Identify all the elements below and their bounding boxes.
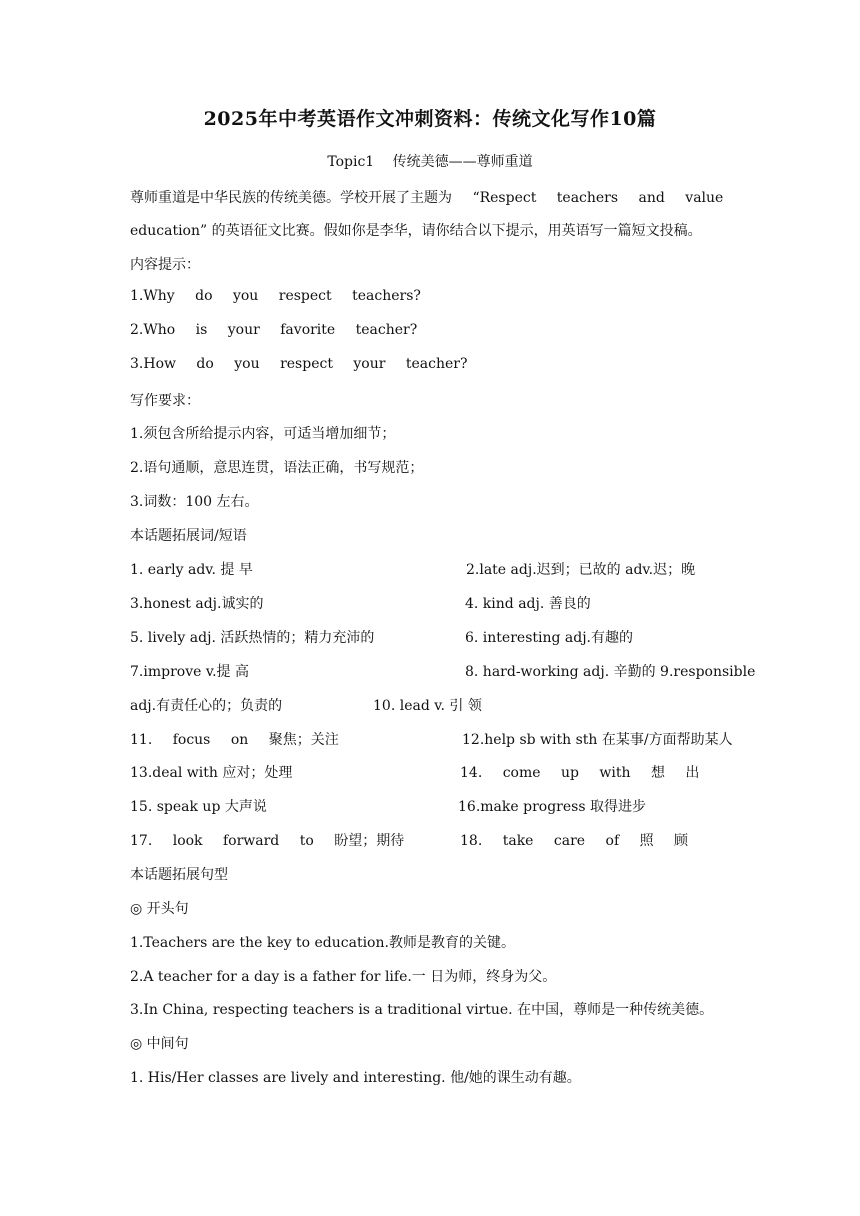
vocab-item: 2.late adj.迟到；已故的 adv.迟；晚	[466, 562, 696, 578]
vocab-item: 18. take care of 照 顾	[460, 833, 689, 849]
vocab-item: 10. lead v. 引 领	[373, 698, 482, 714]
vocab-item: 13.deal with 应对；处理	[130, 765, 293, 781]
opening-sentence: 1.Teachers are the key to education.教师是教育的关键。	[130, 935, 515, 951]
middle-heading: ◎ 中间句	[130, 1036, 189, 1052]
opening-sentence: 3.In China, respecting teachers is a traditional virtue. 在中国，尊师是一种传统美德。	[130, 1002, 714, 1018]
vocab-item: 8. hard-working adj. 辛勤的 9.responsible	[465, 664, 756, 680]
sentence-heading: 本话题拓展句型	[130, 867, 228, 883]
requirements-heading: 写作要求：	[130, 393, 200, 409]
content-hint-item: 3.How do you respect your teacher?	[130, 356, 468, 372]
requirement-item: 2.语句通顺，意思连贯，语法正确，书写规范；	[130, 460, 424, 476]
content-hint-heading: 内容提示：	[130, 257, 200, 273]
vocab-item: 17. look forward to 盼望；期待	[130, 833, 405, 849]
intro-paragraph-line-1: 尊师重道是中华民族的传统美德。学校开展了主题为 “Respect teachers and value	[130, 190, 724, 206]
vocab-item: 16.make progress 取得进步	[458, 799, 646, 815]
topic-heading: Topic1 传统美德——尊师重道	[327, 154, 533, 170]
requirement-item: 1.须包含所给提示内容，可适当增加细节；	[130, 426, 396, 442]
vocab-item: 15. speak up 大声说	[130, 799, 267, 815]
vocab-item: 14. come up with 想 出	[460, 765, 700, 781]
vocab-item: 5. lively adj. 活跃热情的；精力充沛的	[130, 630, 375, 646]
vocab-item: 1. early adv. 提 早	[130, 562, 253, 578]
content-hint-item: 2.Who is your favorite teacher?	[130, 322, 418, 338]
vocab-item: 4. kind adj. 善良的	[465, 596, 591, 612]
opening-sentence: 2.A teacher for a day is a father for life.一 日为师，终身为父。	[130, 969, 557, 985]
document-title: 2025年中考英语作文冲刺资料：传统文化写作10篇	[203, 108, 657, 130]
vocab-item: 11. focus on 聚焦；关注	[130, 732, 339, 748]
requirement-item: 3.词数：100 左右。	[130, 494, 259, 510]
vocab-item: 12.help sb with sth 在某事/方面帮助某人	[462, 732, 733, 748]
vocab-item: adj.有责任心的；负责的	[130, 698, 283, 714]
vocab-item: 7.improve v.提 高	[130, 664, 249, 680]
opening-heading: ◎ 开头句	[130, 901, 189, 917]
vocab-heading: 本话题拓展词/短语	[130, 528, 247, 544]
content-hint-item: 1.Why do you respect teachers?	[130, 288, 421, 304]
vocab-item: 3.honest adj.诚实的	[130, 596, 264, 612]
middle-sentence: 1. His/Her classes are lively and interesting. 他/她的课生动有趣。	[130, 1070, 581, 1086]
vocab-item: 6. interesting adj.有趣的	[465, 630, 634, 646]
intro-paragraph-line-2: education” 的英语征文比赛。假如你是李华，请你结合以下提示，用英语写一篇短文投稿。	[130, 223, 702, 239]
